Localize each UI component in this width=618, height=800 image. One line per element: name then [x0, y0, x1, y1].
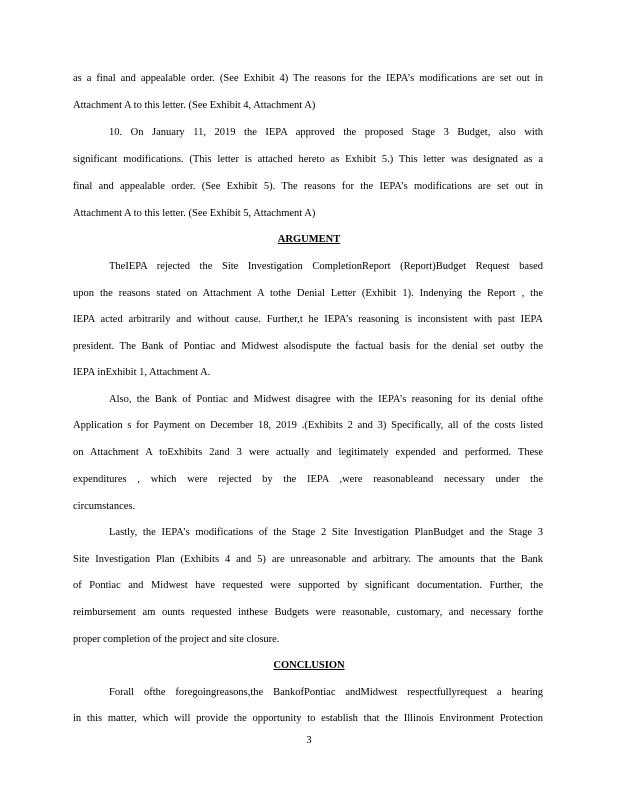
argument-paragraph-1-line-4: president. The Bank of Pontiac and Midwest alsodispute the factual basis for the denial set outby the — [73, 341, 543, 352]
argument-paragraph-3-line-4: reimbursement am ounts requested inthese Budgets were reasonable, customary, and necessary forthe — [73, 607, 543, 618]
argument-paragraph-2-line-1: Also, the Bank of Pontiac and Midwest disagree with the IEPA’s reasoning for its denial ofthe — [109, 394, 543, 405]
argument-heading-text: ARGUMENT — [277, 234, 341, 245]
conclusion-paragraph-line-1: Forall ofthe foregoingreasons,the BankofPontiac andMidwest respectfullyrequest a hearing — [109, 687, 543, 698]
argument-paragraph-1-line-2: upon the reasons stated on Attachment A tothe Denial Letter (Exhibit 1). Indenying the Report , the — [73, 288, 543, 299]
paragraph-9-line-1: as a final and appealable order. (See Exhibit 4) The reasons for the IEPA’s modifications are set out in — [73, 73, 543, 84]
argument-paragraph-2-line-3: on Attachment A toExhibits 2and 3 were actually and legitimately expended and performed. These — [73, 447, 543, 458]
argument-paragraph-3-line-5: proper completion of the project and site closure. — [73, 634, 280, 645]
argument-paragraph-1-line-5: IEPA inExhibit 1, Attachment A. — [73, 367, 211, 378]
argument-paragraph-3-line-1: Lastly, the IEPA’s modifications of the Stage 2 Site Investigation PlanBudget and the Stage 3 — [109, 527, 543, 538]
page-number: 3 — [306, 735, 312, 746]
argument-paragraph-2-line-2: Application s for Payment on December 18, 2019 .(Exhibits 2 and 3) Specifically, all of the costs listed — [73, 420, 543, 431]
paragraph-10-line-4: Attachment A to this letter. (See Exhibit 5, Attachment A) — [73, 208, 316, 219]
paragraph-10-line-1: 10. On January 11, 2019 the IEPA approved the proposed Stage 3 Budget, also with — [109, 127, 543, 138]
argument-paragraph-3-line-2: Site Investigation Plan (Exhibits 4 and 5) are unreasonable and arbitrary. The amounts that the Bank — [73, 554, 543, 565]
paragraph-10-line-2: significant modifications. (This letter is attached hereto as Exhibit 5.) This letter was designated as a — [73, 154, 543, 165]
paragraph-10-line-3: final and appealable order. (See Exhibit 5). The reasons for the IEPA’s modifications are set out in — [73, 181, 543, 192]
argument-paragraph-2-line-5: circumstances. — [73, 501, 136, 512]
argument-heading — [0, 233, 618, 247]
argument-paragraph-1-line-1: TheIEPA rejected the Site Investigation CompletionReport (Report)Budget Request based — [109, 261, 543, 272]
argument-paragraph-1-line-3: IEPA acted arbitrarily and without cause. Further,t he IEPA’s reasoning is inconsistent with past IEPA — [73, 314, 543, 325]
paragraph-9-line-2: Attachment A to this letter. (See Exhibit 4, Attachment A) — [73, 100, 316, 111]
argument-paragraph-3-line-3: of Pontiac and Midwest have requested were supported by significant documentation. Further, the — [73, 580, 543, 591]
conclusion-paragraph-line-2: in this matter, which will provide the opportunity to establish that the Illinois Environment Protection — [73, 713, 543, 724]
conclusion-heading — [0, 659, 618, 673]
argument-paragraph-2-line-4: expenditures , which were rejected by the IEPA ,were reasonableand necessary under the — [73, 474, 543, 485]
conclusion-heading-text: CONCLUSION — [273, 660, 345, 671]
